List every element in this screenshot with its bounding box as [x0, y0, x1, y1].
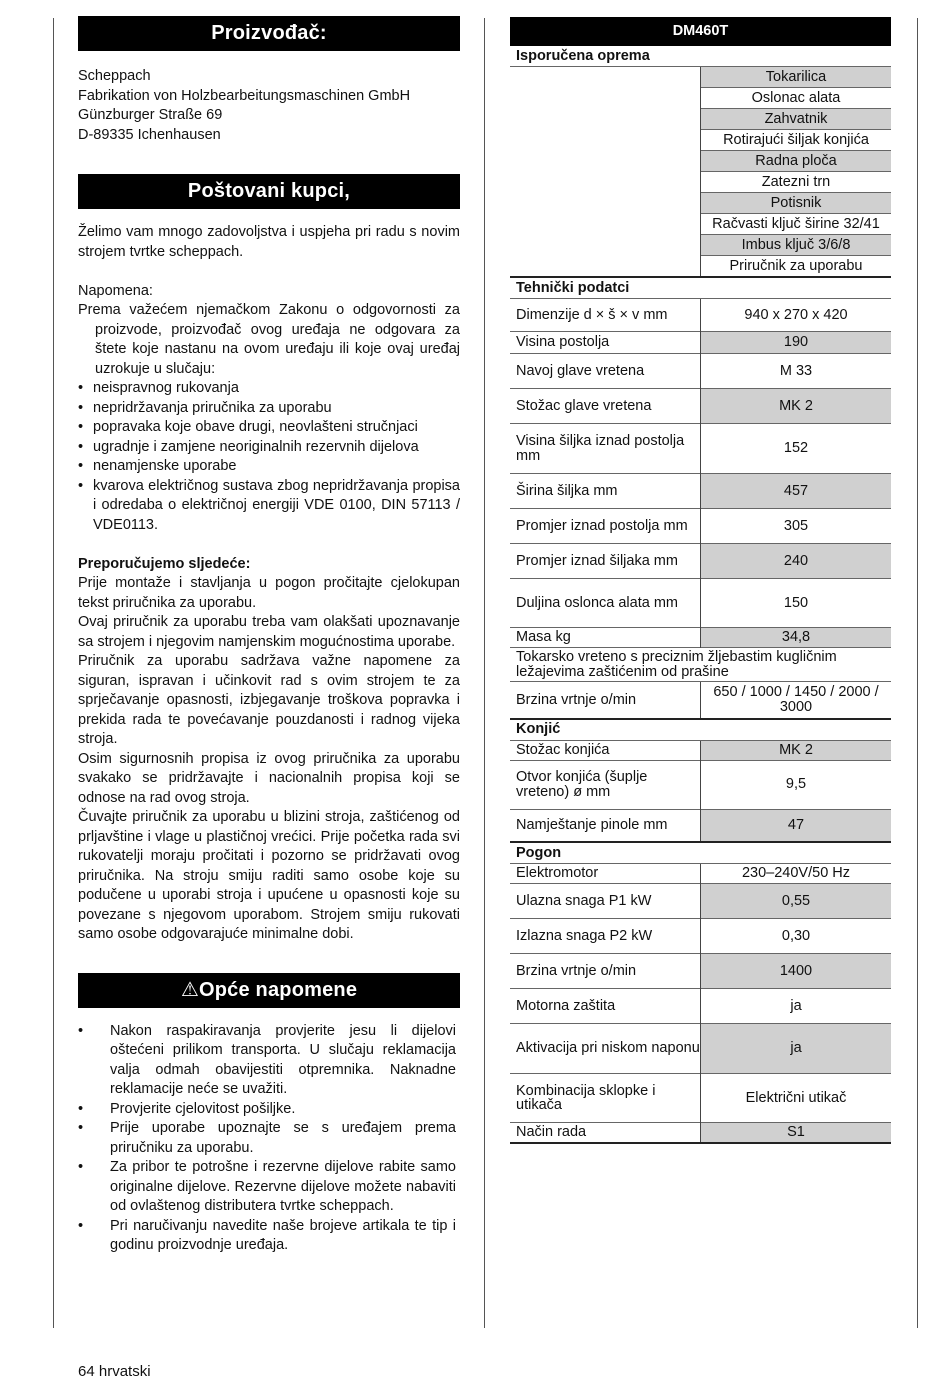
list-item: • nepridržavanja priručnika za uporabu: [78, 399, 460, 419]
column-rule-right: [917, 18, 918, 1328]
page-footer: 64 hrvatski: [78, 1363, 151, 1380]
list-item: • neispravnog rukovanja: [78, 379, 460, 399]
customers-heading: Poštovani kupci,: [78, 174, 460, 209]
spec-label: Otvor konjića (šuplje vreteno) ø mm: [510, 760, 701, 809]
spec-value: 152: [701, 424, 892, 474]
spec-table: [510, 17, 891, 1144]
list-item: • nenamjenske uporabe: [78, 457, 460, 477]
spec-label: Visina postolja: [510, 332, 701, 354]
included-item: Priručnik za uporabu: [701, 256, 892, 278]
spec-label: Dimenzije d × š × v mm: [510, 299, 701, 332]
recommend-paragraph: Osim sigurnosnih propisa iz ovog priručnika za uporabu svakako se pridržavajte i nacionalnih propisa koji se odnose na rad ovog stroja.: [78, 750, 460, 806]
note-label: Napomena:: [78, 282, 153, 299]
spec-label: Promjer iznad postolja mm: [510, 509, 701, 544]
spec-value: MK 2: [701, 389, 892, 424]
spec-value: 240: [701, 544, 892, 579]
spec-value: S1: [701, 1123, 892, 1143]
list-item: • Nakon raspakiravanja provjerite jesu li dijelovi oštećeni prilikom transporta. U slučaju reklamacija valja odmah obavijestiti otpremnika. Naknadne reklamacije neće se uvažiti.: [78, 1022, 456, 1100]
recommend-label: Preporučujemo sljedeće:: [78, 555, 251, 572]
spec-label: Način rada: [510, 1123, 701, 1143]
spec-label: Visina šiljka iznad postolja mm: [510, 424, 701, 474]
spec-label: Namještanje pinole mm: [510, 809, 701, 842]
warning-triangle-icon: ⚠: [180, 978, 199, 1001]
list-item: • kvarova električnog sustava zbog nepridržavanja propisa i odredaba o električnoj energiji VDE 0100, DIN 57113 / VDE0113.: [78, 477, 460, 536]
list-item: • Prije uporabe upoznajte se s uređajem prema priručniku za uporabu.: [78, 1119, 456, 1158]
spec-label: Masa kg: [510, 628, 701, 648]
spec-value: M 33: [701, 354, 892, 389]
spec-label: Brzina vrtnje o/min: [510, 954, 701, 989]
spec-value: ja: [701, 989, 892, 1024]
spec-label: Navoj glave vretena: [510, 354, 701, 389]
spec-value: MK 2: [701, 740, 892, 760]
spec-label: Ulazna snaga P1 kW: [510, 884, 701, 919]
spec-label: Širina šiljka mm: [510, 474, 701, 509]
left-column: [78, 16, 460, 1256]
spec-value: 0,30: [701, 919, 892, 954]
spec-label: Izlazna snaga P2 kW: [510, 919, 701, 954]
customers-section: [78, 223, 460, 945]
included-item: Imbus ključ 3/6/8: [701, 235, 892, 256]
recommend-paragraph: Priručnik za uporabu sadržava važne napomene za siguran, ispravan i učinkovit rad s ovim strojem te za sprječavanje opasnosti, izbjegavanje troškova popravka i prekida rada te povećavanje pouzdanosti i radnog vijeka stroja.: [78, 653, 460, 747]
included-label: Isporučena oprema: [510, 46, 891, 67]
spec-label: Brzina vrtnje o/min: [510, 682, 701, 719]
note-text: Prema važećem njemačkom Zakonu o odgovornosti za proizvode, proizvođač ovog uređaja ne odgovara za štete koje nastanu na ovom uređaju ili koje ovaj uređaj uzrokuje u slučaju:: [78, 302, 460, 377]
included-item: Potisnik: [701, 193, 892, 214]
recommend-paragraph: Prije montaže i stavljanja u pogon pročitajte cjelokupan tekst priručnika za uporabu.: [78, 575, 460, 611]
recommend-paragraph: Čuvajte priručnik za uporabu u blizini stroja, zaštićenog od prljavštine i vlage u plastičnoj vrećici. Prije početka rada svi rukovatelji moraju pročitati i pozorno se pridržavati ovog priručnika. Na stroju smiju raditi samo osobe koje su podučene u uporabi stroja i upućene u opasnosti koje su povezane s njegovom uporabom. Strojem smiju rukovati samo osobe odgovarajuće minimalne dobi.: [78, 809, 460, 942]
address-line: D-89335 Ichenhausen: [78, 126, 221, 143]
spec-label: Elektromotor: [510, 864, 701, 884]
spec-value: 1400: [701, 954, 892, 989]
spec-value: 230–240V/50 Hz: [701, 864, 892, 884]
spec-label: Stožac glave vretena: [510, 389, 701, 424]
included-item: Račvasti ključ širine 32/41: [701, 214, 892, 235]
spec-value: 0,55: [701, 884, 892, 919]
column-rule-left: [53, 18, 54, 1328]
spindle-note: Tokarsko vreteno s preciznim žljebastim kugličnim ležajevima zaštićenim od prašine: [510, 648, 891, 682]
list-item: • ugradnje i zamjene neoriginalnih rezervnih dijelova: [78, 438, 460, 458]
address-line: Scheppach: [78, 68, 151, 84]
spec-value: 150: [701, 579, 892, 628]
manufacturer-address: [78, 67, 460, 145]
column-rule-middle: [484, 18, 485, 1328]
list-item: • Za pribor te potrošne i rezervne dijelove rabite samo originalne dijelove. Rezervne dijelove možete nabaviti od ovlaštenog distributera tvrtke scheppach.: [78, 1158, 456, 1217]
spec-label: Motorna zaštita: [510, 989, 701, 1024]
general-notes-list: [78, 1022, 456, 1256]
spec-label: Promjer iznad šiljaka mm: [510, 544, 701, 579]
included-item: Rotirajući šiljak konjića: [701, 130, 892, 151]
spec-value: 457: [701, 474, 892, 509]
causes-list: [78, 379, 460, 535]
intro-text: Želimo vam mnogo zadovoljstva i uspjeha pri radu s novim strojem tvrtke scheppach.: [78, 224, 460, 260]
included-item: Radna ploča: [701, 151, 892, 172]
list-item: • Provjerite cjelovitost pošiljke.: [78, 1100, 456, 1120]
included-item: Oslonac alata: [701, 88, 892, 109]
drive-label: Pogon: [510, 842, 891, 864]
general-notes-section: [78, 1022, 460, 1256]
spec-value: 9,5: [701, 760, 892, 809]
list-item: • popravaka koje obave drugi, neovlašteni stručnjaci: [78, 418, 460, 438]
model-title: DM460T: [510, 17, 891, 46]
general-notes-heading: [78, 973, 460, 1008]
general-notes-title: Opće napomene: [198, 978, 358, 1001]
included-item: Zatezni trn: [701, 172, 892, 193]
list-item: • Pri naručivanju navedite naše brojeve artikala te tip i godinu proizvodnje uređaja.: [78, 1217, 456, 1256]
spec-value: Električni utikač: [701, 1074, 892, 1123]
spec-value: 190: [701, 332, 892, 354]
tech-label: Tehnički podatci: [510, 277, 891, 299]
spec-value: ja: [701, 1024, 892, 1074]
tailstock-label: Konjić: [510, 719, 891, 741]
spec-value: 650 / 1000 / 1450 / 2000 / 3000: [701, 682, 892, 719]
manufacturer-heading: Proizvođač:: [78, 16, 460, 51]
recommend-paragraph: Ovaj priručnik za uporabu treba vam olakšati upoznavanje sa strojem i njegovim namjenskim mogućnostima uporabe.: [78, 614, 460, 650]
address-line: Fabrikation von Holzbearbeitungsmaschinen GmbH: [78, 87, 411, 104]
spec-value: 34,8: [701, 628, 892, 648]
address-line: Günzburger Straße 69: [78, 107, 223, 123]
spec-value: 940 x 270 x 420: [701, 299, 892, 332]
spec-value: 305: [701, 509, 892, 544]
spec-value: 47: [701, 809, 892, 842]
spec-label: Stožac konjića: [510, 740, 701, 760]
spec-label: Duljina oslonca alata mm: [510, 579, 701, 628]
spec-table-wrapper: [510, 17, 891, 1144]
included-blank-cell: [510, 67, 701, 278]
included-item: Zahvatnik: [701, 109, 892, 130]
spec-label: Aktivacija pri niskom naponu: [510, 1024, 701, 1074]
included-item: Tokarilica: [701, 67, 892, 88]
spec-label: Kombinacija sklopke i utikača: [510, 1074, 701, 1123]
